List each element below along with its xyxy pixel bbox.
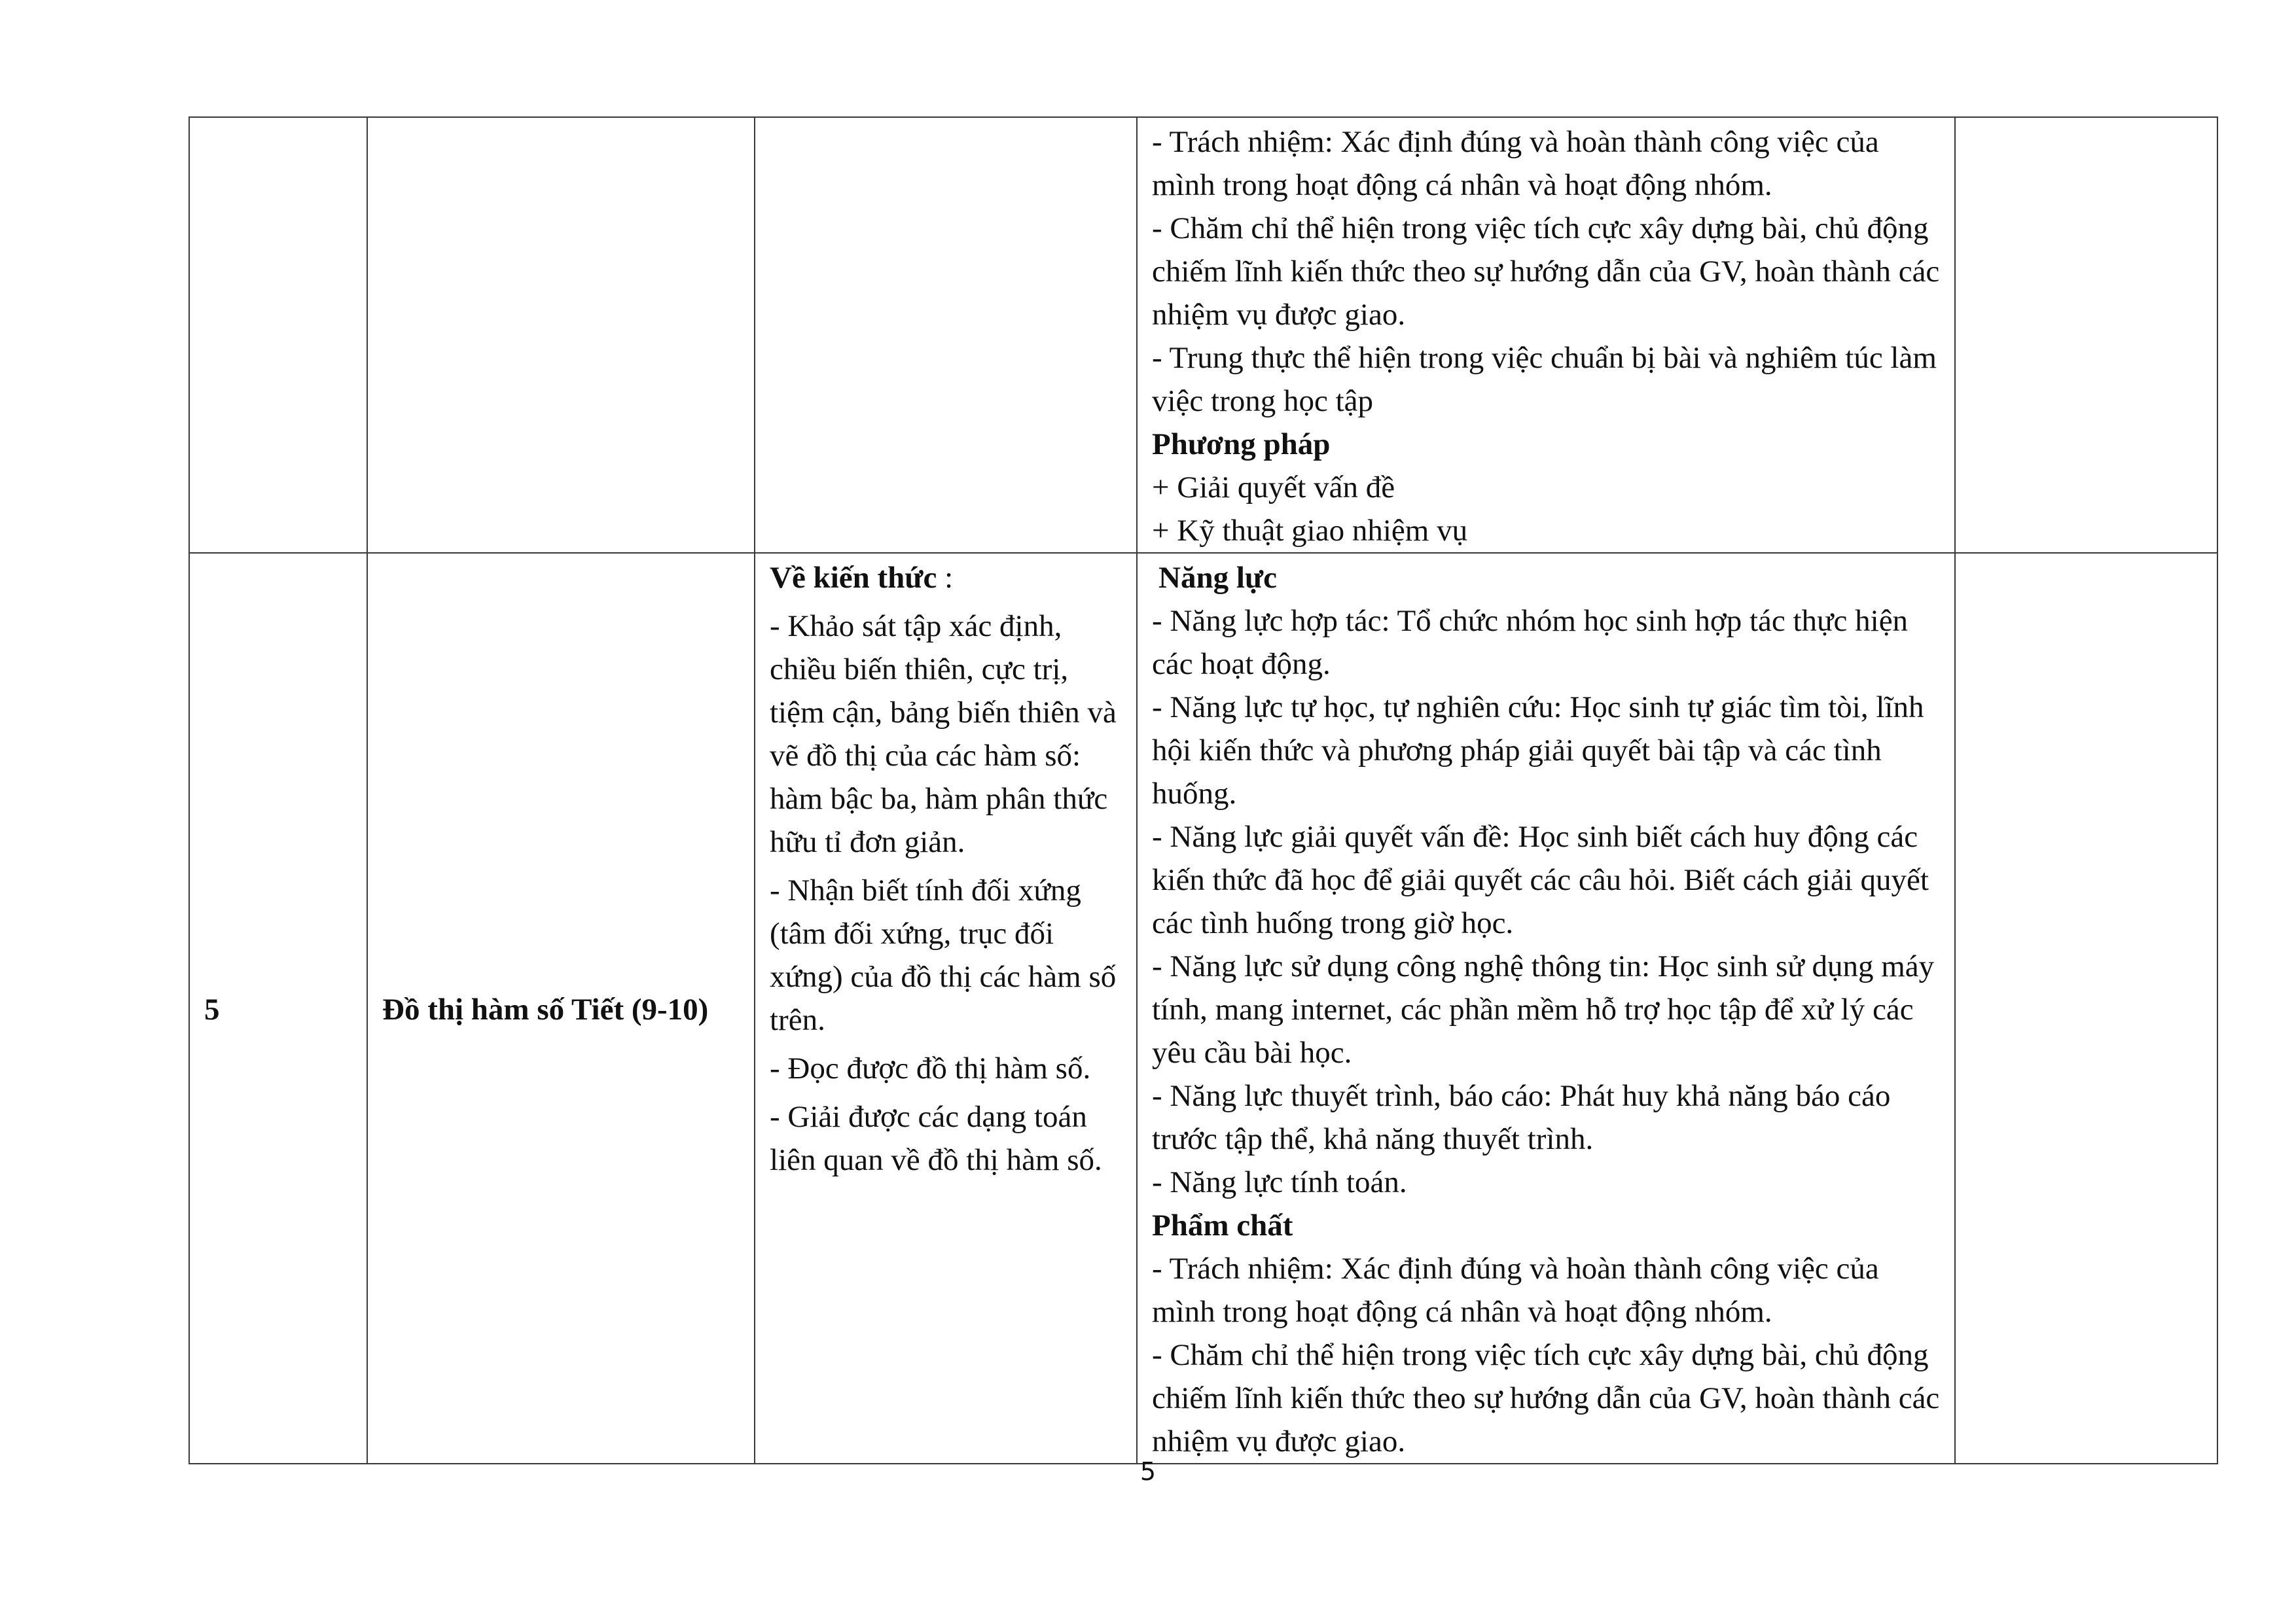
cell-notes-empty	[1955, 553, 2217, 1464]
cell-number-empty	[189, 117, 367, 553]
table-row-continued	[189, 117, 2217, 553]
quality-line: - Trách nhiệm: Xác định đúng và hoàn thành công việc của mình trong hoạt động cá nhân và hoạt động nhóm.	[1152, 125, 1879, 202]
cell-notes-empty	[1955, 117, 2217, 553]
knowledge-item: - Nhận biết tính đối xứng (tâm đối xứng, trục đối xứng) của đồ thị các hàm số trên.	[770, 874, 1117, 1037]
quality-heading: Phẩm chất	[1152, 1209, 1293, 1243]
cell-competencies	[1137, 553, 1955, 1464]
quality-item: - Trách nhiệm: Xác định đúng và hoàn thành công việc của mình trong hoạt động cá nhân và hoạt động nhóm.	[1152, 1252, 1879, 1329]
method-item: + Giải quyết vấn đề	[1152, 470, 1395, 504]
method-heading: Phương pháp	[1152, 427, 1331, 461]
knowledge-heading-colon: :	[937, 561, 954, 595]
knowledge-item: - Đọc được đồ thị hàm số.	[770, 1051, 1091, 1086]
competency-item: - Năng lực thuyết trình, báo cáo: Phát huy khả năng báo cáo trước tập thể, khả năng thuyết trình.	[1152, 1079, 1891, 1156]
competency-item: - Năng lực tính toán.	[1152, 1165, 1407, 1199]
cell-requirements-empty	[755, 117, 1137, 553]
method-item: + Kỹ thuật giao nhiệm vụ	[1152, 514, 1468, 548]
quality-line: - Trung thực thể hiện trong việc chuẩn bị bài và nghiêm túc làm việc trong học tập	[1152, 341, 1937, 418]
competency-item: - Năng lực sử dụng công nghệ thông tin: Học sinh sử dụng máy tính, mang internet, các phần mềm hỗ trợ học tập để xử lý các yêu cầu bài học.	[1152, 949, 1935, 1070]
competency-item: - Năng lực tự học, tự nghiên cứu: Học sinh tự giác tìm tòi, lĩnh hội kiến thức và phương pháp giải quyết bài tập và các tình huống.	[1152, 690, 1924, 811]
lesson-number: 5	[189, 553, 367, 1464]
knowledge-item: - Khảo sát tập xác định, chiều biến thiên, cực trị, tiệm cận, bảng biến thiên và vẽ đồ thị của các hàm số: hàm bậc ba, hàm phân thức hữu tỉ đơn giản.	[770, 609, 1117, 859]
knowledge-item: - Giải được các dạng toán liên quan về đồ thị hàm số.	[770, 1100, 1102, 1177]
competency-heading: Năng lực	[1158, 561, 1277, 595]
table-row-lesson-5	[189, 553, 2217, 1464]
knowledge-heading	[770, 556, 1123, 599]
cell-title-empty	[367, 117, 755, 553]
quality-item: - Chăm chỉ thể hiện trong việc tích cực xây dựng bài, chủ động chiếm lĩnh kiến thức theo sự hướng dẫn của GV, hoàn thành các nhiệm vụ được giao.	[1152, 1338, 1940, 1458]
cell-competencies-continued	[1137, 117, 1955, 553]
page-number: 5	[1139, 1457, 1157, 1486]
quality-line: - Chăm chỉ thể hiện trong việc tích cực xây dựng bài, chủ động chiếm lĩnh kiến thức theo sự hướng dẫn của GV, hoàn thành các nhiệm vụ được giao.	[1152, 211, 1940, 332]
knowledge-heading-text: Về kiến thức	[770, 561, 937, 595]
cell-knowledge	[755, 553, 1137, 1464]
competency-item: - Năng lực hợp tác: Tổ chức nhóm học sinh hợp tác thực hiện các hoạt động.	[1152, 604, 1909, 681]
lesson-title: Đồ thị hàm số Tiết (9-10)	[367, 553, 755, 1464]
lesson-plan-table	[188, 116, 2218, 1464]
competency-item: - Năng lực giải quyết vấn đề: Học sinh biết cách huy động các kiến thức đã học để giải quyết các câu hỏi. Biết cách giải quyết các tình huống trong giờ học.	[1152, 820, 1929, 940]
